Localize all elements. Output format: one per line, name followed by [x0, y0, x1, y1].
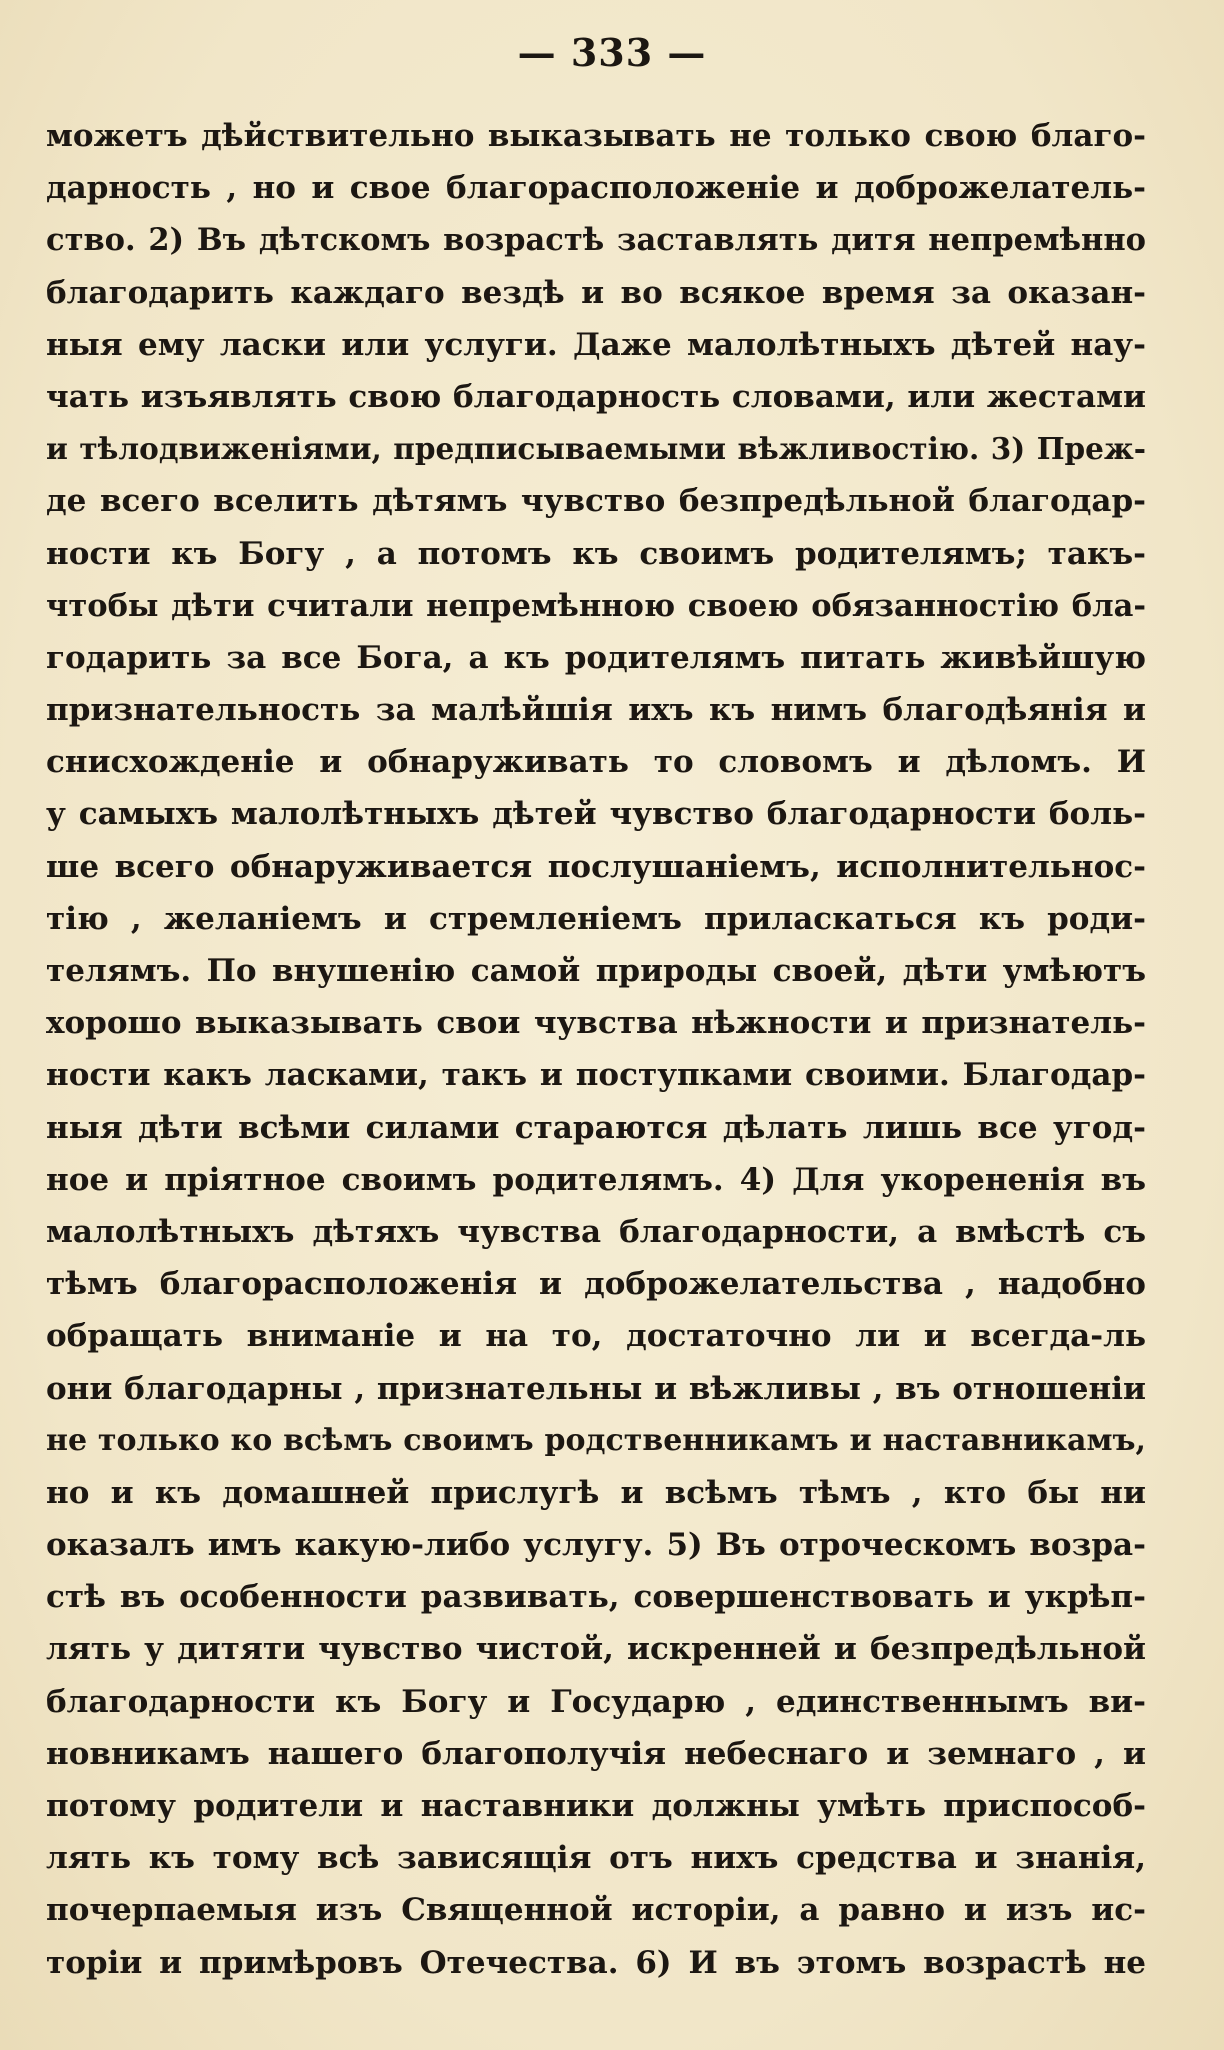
text-line: не только ко всѣмъ своимъ родственникамъ и наставникамъ,: [46, 1422, 1146, 1458]
text-line: годарить за все Бога, а къ родителямъ питать живѣйшую: [46, 639, 1146, 676]
text-line: признательность за малѣйшія ихъ къ нимъ благодѣянія и: [46, 692, 1146, 729]
text-line: но и къ домашней прислугѣ и всѣмъ тѣмъ , кто бы ни: [46, 1474, 1146, 1511]
text-line: ство. 2) Въ дѣтскомъ возрастѣ заставлять дитя непремѣнно: [46, 222, 1146, 259]
text-line: де всего вселить дѣтямъ чувство безпредѣльной благодар-: [46, 483, 1146, 520]
text-line: ше всего обнаруживается послушаніемъ, исполнительнос-: [46, 848, 1146, 885]
text-line: ности къ Богу , а потомъ къ своимъ родителямъ; такъ-: [46, 535, 1146, 572]
text-line: лять у дитяти чувство чистой, искренней и безпредѣльной: [46, 1631, 1146, 1668]
text-line: ности какъ ласками, такъ и поступками своими. Благодар-: [46, 1057, 1146, 1094]
text-line: стѣ въ особенности развивать, совершенствовать и укрѣп-: [46, 1579, 1146, 1616]
text-line: чтобы дѣти считали непремѣнною своею обязанностію бла-: [46, 587, 1146, 624]
text-line: оказалъ имъ какую-либо услугу. 5) Въ отроческомъ возра-: [46, 1527, 1146, 1564]
body-text: [46, 110, 1146, 1989]
text-line: малолѣтныхъ дѣтяхъ чувства благодарности, а вмѣстѣ съ: [46, 1213, 1146, 1250]
text-line: хорошо выказывать свои чувства нѣжности и признатель-: [46, 1005, 1146, 1042]
text-line: чать изъявлять свою благодарность словами, или жестами: [46, 378, 1146, 415]
text-line: ныя дѣти всѣми силами стараются дѣлать лишь все угод-: [46, 1109, 1146, 1146]
text-line: потому родители и наставники должны умѣть приспособ-: [46, 1788, 1146, 1824]
text-line: они благодарны , признательны и вѣжливы , въ отношеніи: [46, 1370, 1146, 1407]
text-line: дарность , но и свое благорасположеніе и доброжелатель-: [46, 170, 1146, 207]
text-line: ное и пріятное своимъ родителямъ. 4) Для укорененія въ: [46, 1161, 1146, 1198]
text-line: снисхожденіе и обнаруживать то словомъ и дѣломъ. И: [46, 744, 1146, 781]
text-line: новникамъ нашего благополучія небеснаго и земнаго , и: [46, 1735, 1146, 1772]
text-line: у самыхъ малолѣтныхъ дѣтей чувство благодарности боль-: [46, 796, 1146, 833]
text-line: телямъ. По внушенію самой природы своей, дѣти умѣютъ: [46, 953, 1146, 989]
text-line: благодарить каждаго вездѣ и во всякое время за оказан-: [46, 274, 1146, 311]
text-line: тѣмъ благорасположенія и доброжелательства , надобно: [46, 1266, 1146, 1303]
text-line: обращать вниманіе и на то, достаточно ли и всегда-ль: [46, 1318, 1146, 1355]
text-line: ныя ему ласки или услуги. Даже малолѣтныхъ дѣтей нау-: [46, 326, 1146, 363]
text-line: лять къ тому всѣ зависящія отъ нихъ средства и знанія,: [46, 1840, 1146, 1877]
text-line: благодарности къ Богу и Государю , единственнымъ ви-: [46, 1683, 1146, 1720]
text-line: и тѣлодвиженіями, предписываемыми вѣжливостію. 3) Преж-: [46, 431, 1146, 467]
text-line: тію , желаніемъ и стремленіемъ приласкаться къ роди-: [46, 900, 1146, 937]
text-line: почерпаемыя изъ Священной исторіи, а равно и изъ ис-: [46, 1892, 1146, 1929]
text-line: можетъ дѣйствительно выказывать не только свою благо-: [46, 118, 1146, 154]
text-line: торіи и примѣровъ Отечества. 6) И въ этомъ возрастѣ не: [46, 1944, 1146, 1981]
page-number: — 333 —: [517, 30, 707, 75]
